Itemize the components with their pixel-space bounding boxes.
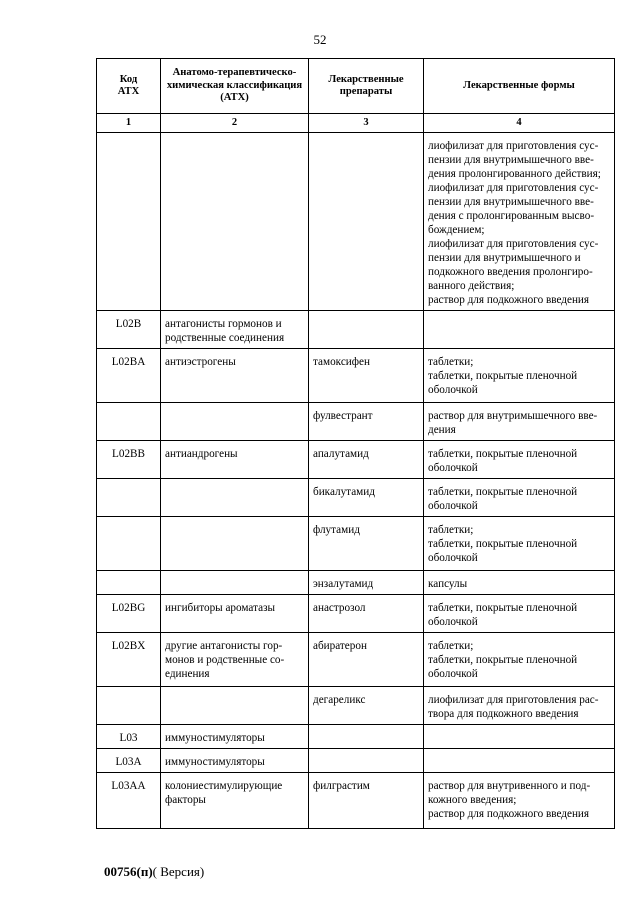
column-number: 4 [424, 114, 615, 133]
atc-code-cell [97, 403, 161, 441]
cell-text-line: факторы [165, 794, 206, 806]
table-row [97, 773, 615, 829]
header-row [97, 59, 615, 114]
drug-cell [309, 349, 424, 403]
cell-text-line: иммуностимуляторы [165, 732, 265, 744]
cell-text-line: L03AA [111, 780, 146, 792]
drug-cell [309, 725, 424, 749]
cell-text-line: апалутамид [313, 448, 369, 460]
atc-code-cell [97, 687, 161, 725]
atc-code-cell [97, 773, 161, 829]
cell-text-line: анастрозол [313, 602, 366, 614]
table-row [97, 479, 615, 517]
cell-text-line: дения с пролонгированным высво- [428, 210, 595, 222]
drug-cell [309, 403, 424, 441]
cell-text-line: таблетки; [428, 640, 474, 652]
cell-text-line: таблетки; [428, 356, 474, 368]
cell-text-line: раствор для подкожного введения [428, 808, 590, 820]
header-code: Код АТХ [97, 59, 161, 114]
classification-cell [161, 349, 309, 403]
drug-cell [309, 773, 424, 829]
table-row [97, 687, 615, 725]
classification-cell [161, 441, 309, 479]
cell-text-line: флутамид [313, 524, 360, 536]
forms-cell [424, 311, 615, 349]
table-body [97, 133, 615, 829]
cell-text-line: таблетки; [428, 524, 474, 536]
drug-cell [309, 749, 424, 773]
cell-text-line: кожного введения; [428, 794, 517, 806]
cell-text-line: дения пролонгированного действия; [428, 168, 601, 180]
atc-code-cell [97, 441, 161, 479]
table-row [97, 311, 615, 349]
cell-text-line: раствор для подкожного введения [428, 294, 590, 306]
drug-cell [309, 633, 424, 687]
footer [104, 864, 204, 880]
forms-cell [424, 595, 615, 633]
cell-text-line: лиофилизат для приготовления сус- [428, 140, 599, 152]
cell-text-line: колониестимулирующие [165, 780, 283, 792]
page-number: 52 [313, 32, 327, 47]
cell-text-line: антиандрогены [165, 448, 238, 460]
cell-text-line: L02BG [111, 602, 146, 614]
table-row [97, 633, 615, 687]
cell-text-line: оболочкой [428, 552, 478, 564]
drug-classification-table [96, 58, 615, 829]
classification-cell [161, 133, 309, 311]
drug-cell [309, 517, 424, 571]
cell-text-line: подкожного введения пролонгиро- [428, 266, 593, 278]
cell-text-line: родственные соединения [165, 332, 285, 344]
table-row [97, 349, 615, 403]
cell-text-line: капсулы [428, 578, 468, 590]
cell-text-line: лиофилизат для приготовления сус- [428, 182, 599, 194]
cell-text-line: энзалутамид [313, 578, 374, 590]
atc-code-cell [97, 633, 161, 687]
forms-cell [424, 633, 615, 687]
table-row [97, 403, 615, 441]
classification-cell [161, 749, 309, 773]
drug-cell [309, 311, 424, 349]
table-row [97, 749, 615, 773]
cell-text-line: антиэстрогены [165, 356, 236, 368]
atc-code-cell [97, 133, 161, 311]
cell-text-line: оболочкой [428, 384, 478, 396]
cell-text-line: ванного действия; [428, 280, 515, 292]
classification-cell [161, 633, 309, 687]
cell-text-line: оболочкой [428, 616, 478, 628]
cell-text-line: тамоксифен [313, 356, 370, 368]
classification-cell [161, 725, 309, 749]
table-row [97, 441, 615, 479]
table-row [97, 133, 615, 311]
drug-cell [309, 571, 424, 595]
cell-text-line: таблетки, покрытые пленочной [428, 486, 578, 498]
drug-cell [309, 687, 424, 725]
cell-text-line: дегареликс [313, 694, 366, 706]
cell-text-line: пензии для внутримышечного вве- [428, 196, 594, 208]
cell-text-line: дения [428, 424, 456, 436]
header-classification: Анатомо-терапевтическо- химическая классификация (АТХ) [161, 59, 309, 114]
cell-text-line: L03A [115, 756, 142, 768]
cell-text-line: другие антагонисты гор- [165, 640, 283, 652]
header-forms: Лекарственные формы [424, 59, 615, 114]
drug-cell [309, 133, 424, 311]
atc-code-cell [97, 571, 161, 595]
forms-cell [424, 725, 615, 749]
forms-cell [424, 749, 615, 773]
classification-cell [161, 571, 309, 595]
classification-cell [161, 517, 309, 571]
cell-text-line: бикалутамид [313, 486, 375, 498]
drug-cell [309, 479, 424, 517]
forms-cell [424, 441, 615, 479]
classification-cell [161, 479, 309, 517]
table-row [97, 571, 615, 595]
cell-text-line: иммуностимуляторы [165, 756, 265, 768]
table-row [97, 595, 615, 633]
cell-text-line: таблетки, покрытые пленочной [428, 448, 578, 460]
cell-text-line: раствор для внутривенного и под- [428, 780, 591, 792]
atc-code-cell [97, 311, 161, 349]
cell-text-line: оболочкой [428, 668, 478, 680]
cell-text-line: монов и родственные со- [165, 654, 285, 666]
cell-text-line: оболочкой [428, 462, 478, 474]
cell-text-line: таблетки, покрытые пленочной [428, 654, 578, 666]
cell-text-line: L02BX [111, 640, 146, 652]
drug-cell [309, 441, 424, 479]
cell-text-line: фулвестрант [313, 410, 373, 422]
forms-cell [424, 133, 615, 311]
header-drugs: Лекарственные препараты [309, 59, 424, 114]
cell-text-line: L02B [115, 318, 142, 330]
cell-text-line: филграстим [313, 780, 370, 792]
version-label: ( Версия) [152, 864, 205, 879]
cell-text-line: пензии для внутримышечного и [428, 252, 581, 264]
column-number: 3 [309, 114, 424, 133]
cell-text-line: таблетки, покрытые пленочной [428, 370, 578, 382]
classification-cell [161, 687, 309, 725]
forms-cell [424, 479, 615, 517]
atc-code-cell [97, 479, 161, 517]
cell-text-line: твора для подкожного введения [428, 708, 579, 720]
classification-cell [161, 403, 309, 441]
column-number: 2 [161, 114, 309, 133]
forms-cell [424, 349, 615, 403]
table-row [97, 517, 615, 571]
cell-text-line: ингибиторы ароматазы [165, 602, 276, 614]
classification-cell [161, 311, 309, 349]
cell-text-line: оболочкой [428, 500, 478, 512]
cell-text-line: лиофилизат для приготовления рас- [428, 694, 599, 706]
forms-cell [424, 571, 615, 595]
document-code: 00756(п) [104, 864, 153, 879]
table-row [97, 725, 615, 749]
cell-text-line: пензии для внутримышечного вве- [428, 154, 594, 166]
cell-text-line: бождением; [428, 224, 485, 236]
cell-text-line: таблетки, покрытые пленочной [428, 602, 578, 614]
column-number: 1 [97, 114, 161, 133]
atc-code-cell [97, 349, 161, 403]
atc-code-cell [97, 517, 161, 571]
forms-cell [424, 687, 615, 725]
classification-cell [161, 595, 309, 633]
forms-cell [424, 773, 615, 829]
cell-text-line: раствор для внутримышечного вве- [428, 410, 598, 422]
atc-code-cell [97, 595, 161, 633]
forms-cell [424, 403, 615, 441]
atc-code-cell [97, 725, 161, 749]
cell-text-line: лиофилизат для приготовления сус- [428, 238, 599, 250]
cell-text-line: L03 [119, 732, 138, 744]
cell-text-line: таблетки, покрытые пленочной [428, 538, 578, 550]
column-number-row [97, 114, 615, 133]
cell-text-line: L02BA [111, 356, 146, 368]
cell-text-line: единения [165, 668, 210, 680]
forms-cell [424, 517, 615, 571]
classification-cell [161, 773, 309, 829]
drug-cell [309, 595, 424, 633]
cell-text-line: L02BB [112, 448, 145, 460]
atc-code-cell [97, 749, 161, 773]
cell-text-line: антагонисты гормонов и [165, 318, 282, 330]
cell-text-line: абиратерон [313, 640, 367, 652]
